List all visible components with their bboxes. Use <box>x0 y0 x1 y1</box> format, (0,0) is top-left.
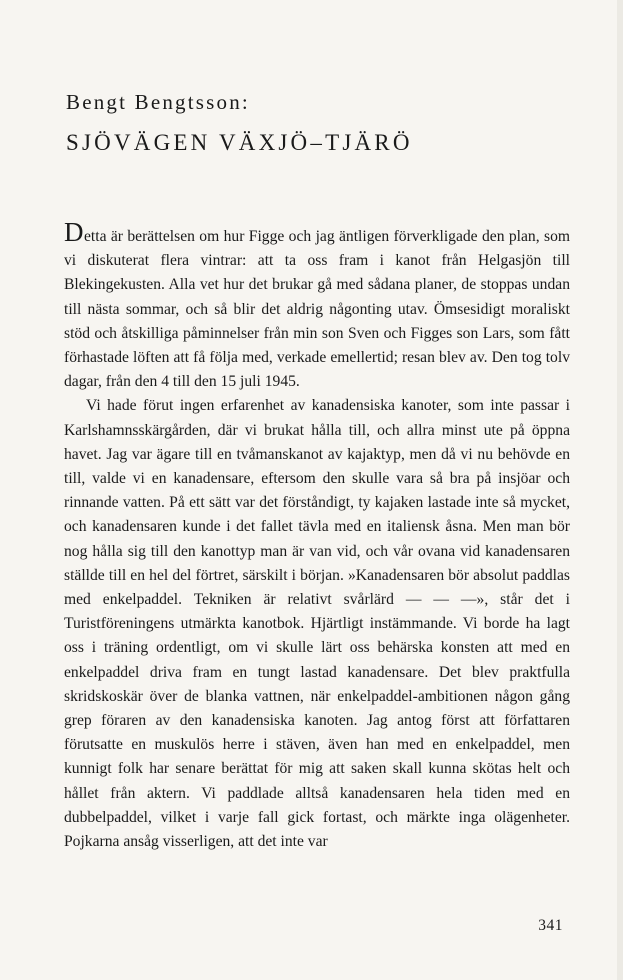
drop-cap: D <box>64 217 84 247</box>
author-heading: Bengt Bengtsson: <box>66 90 250 114</box>
paragraph-2: Vi hade förut ingen erfarenhet av kanadensiska kanoter, som inte passar i Karlshamnsskärgården, där vi brukat hålla till, och allra minst ute på öppna havet. Jag var ägare till en tvåmanskanot av kajaktyp, men då vi nu behövde en till, valde vi en kanadensare, eftersom den skulle vara så bra på insjöar och rinnande vatten. På ett sätt var det förståndigt, ty kajaken lastade inte så mycket, och kanadensaren kunde i det fallet tävla med en italiensk åsna. Men man bör nog hålla sig till den kanottyp man är van vid, och vår ovana vid kanadensaren ställde till en hel del förtret, särskilt i början. »Kanadensaren bör absolut paddlas med enkelpaddel. Tekniken är relativt svårlärd — — —», står det i Turistföreningens utmärkta kanotbok. Hjärtligt instämmande. Vi borde ha lagt oss i träning ordentligt, om vi skulle lärt oss behärska konsten att med en enkelpaddel driva fram en tungt lastad kanadensare. Det blev praktfulla skridskoskär över de blanka vattnen, när enkelpaddel-ambitionen någon gång grep föraren av den kanadensiska kanoten. Jag antog först att författaren förutsatte en muskulös herre i stäven, även han med en enkelpaddel, men kunnigt folk har senare berättat för mig att saken skall kunna skötas helt och hållet från aktern. Vi paddlade alltså kanadensaren hela tiden med en dubbelpaddel, vilket i varje fall gick fortast, och märkte inga olägenheter. Pojkarna ansåg visserligen, att det inte var <box>64 397 570 851</box>
chapter-title: SJÖVÄGEN VÄXJÖ–TJÄRÖ <box>66 130 413 155</box>
paragraph-1-text: etta är berättelsen om hur Figge och jag äntligen förverkligade den plan, som vi diskuterat flera vintrar: att ta oss fram i kanot från Helgasjön till Blekingekusten. Alla vet hur det brukar gå med sådana planer, de stoppas undan till nästa sommar, och så blir det aldrig någonting utav. Ömsesidigt moraliskt stöd och åtskilliga påminnelser från min son Sven och Figges son Lars, som fått förhastade löften att få följa med, verkade emellertid; resan blev av. Den tog tolv dagar, från den 4 till den 15 juli 1945. <box>64 228 570 391</box>
body-text <box>64 217 570 854</box>
page-number: 341 <box>538 917 563 934</box>
paragraph-1 <box>64 217 570 394</box>
